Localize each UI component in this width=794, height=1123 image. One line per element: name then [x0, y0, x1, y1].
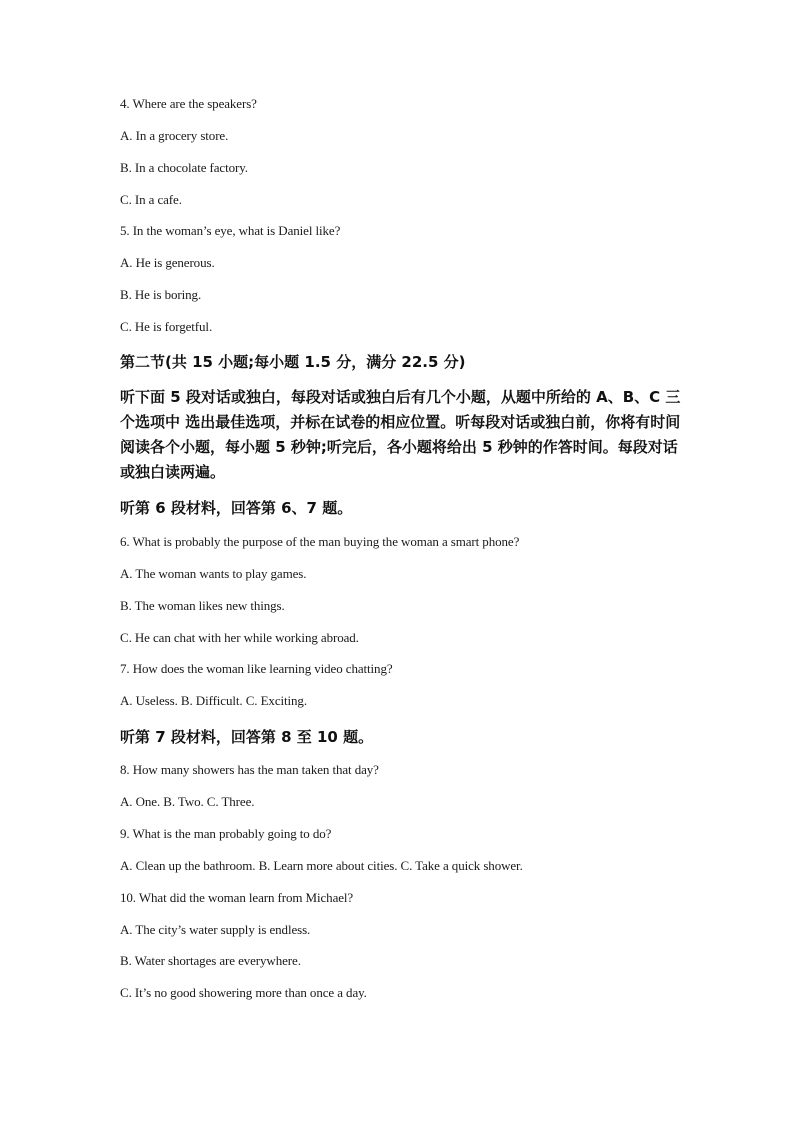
q6-option-c: C. He can chat with her while working abroad. — [120, 630, 359, 645]
passage-6-heading: 听第 6 段材料，回答第 6、7 题。 — [120, 499, 353, 517]
question-5: 5. In the woman’s eye, what is Daniel like? — [120, 223, 341, 238]
q10-option-b: B. Water shortages are everywhere. — [120, 953, 301, 968]
q5-option-c: C. He is forgetful. — [120, 319, 213, 334]
section-title: 第二节(共 15 小题;每小题 1.5 分，满分 22.5 分) — [120, 353, 466, 371]
question-8: 8. How many showers has the man taken that day? — [120, 762, 379, 777]
q8-options: A. One. B. Two. C. Three. — [120, 794, 255, 809]
q9-options: A. Clean up the bathroom. B. Learn more about cities. C. Take a quick shower. — [120, 858, 523, 873]
q4-option-b: B. In a chocolate factory. — [120, 160, 248, 175]
question-7: 7. How does the woman like learning video chatting? — [120, 661, 393, 676]
q10-option-a: A. The city’s water supply is endless. — [120, 922, 311, 937]
q4-option-a: A. In a grocery store. — [120, 128, 229, 143]
question-9: 9. What is the man probably going to do? — [120, 826, 332, 841]
passage-7-heading: 听第 7 段材料，回答第 8 至 10 题。 — [120, 728, 374, 746]
section-instructions: 听下面 5 段对话或独白，每段对话或独白后有几个小题，从题中所给的 A、B、C 三个选项中 选出最佳选项，并标在试卷的相应位置。听每段对话或独白前，你将有时间阅读各个小题，每小题 5 秒钟;听完后，各小题将给出 5 秒钟的作答时间。每段对话或独白读两遍。 — [120, 388, 681, 481]
q10-option-c: C. It’s no good showering more than once a day. — [120, 985, 367, 1000]
q4-option-c: C. In a cafe. — [120, 192, 182, 207]
q7-options: A. Useless. B. Difficult. C. Exciting. — [120, 693, 307, 708]
question-6: 6. What is probably the purpose of the man buying the woman a smart phone? — [120, 534, 520, 549]
q5-option-a: A. He is generous. — [120, 255, 215, 270]
question-10: 10. What did the woman learn from Michael? — [120, 890, 354, 905]
q5-option-b: B. He is boring. — [120, 287, 202, 302]
q6-option-b: B. The woman likes new things. — [120, 598, 285, 613]
q6-option-a: A. The woman wants to play games. — [120, 566, 307, 581]
question-4: 4. Where are the speakers? — [120, 96, 257, 111]
